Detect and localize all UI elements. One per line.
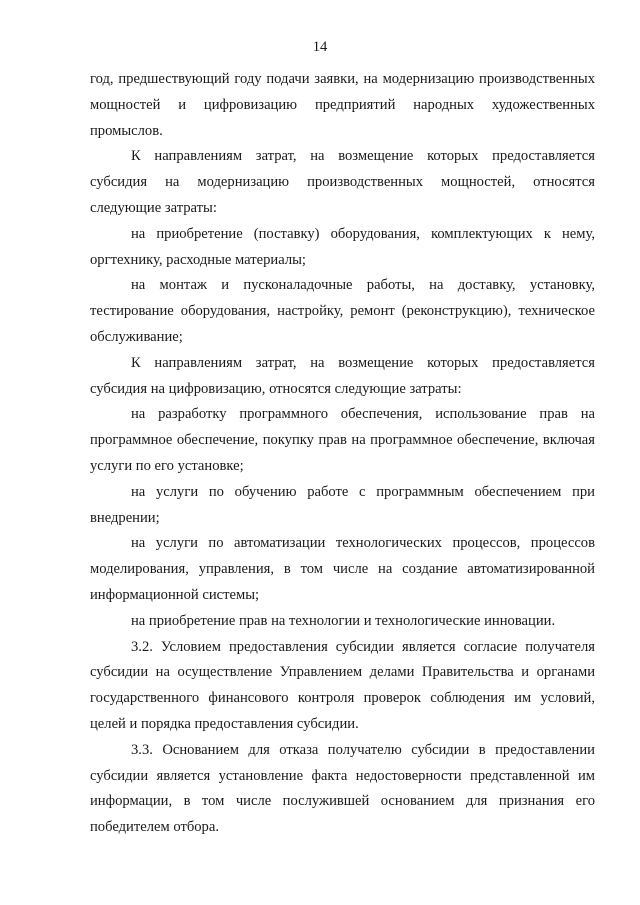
paragraph-equipment-purchase: на приобретение (поставку) оборудования, комплектующих к нему, оргтехнику, расходные материалы; (90, 225, 595, 268)
paragraph-clause-3-2: 3.2. Условием предоставления субсидии является согласие получателя субсидии на осуществление Управлением делами Правительства и органами государственного финансового контроля проверок соблюдения им условий, целей и порядка предоставления субсидии. (90, 638, 595, 732)
paragraph-clause-3-3: 3.3. Основанием для отказа получателю субсидии в предоставлении субсидии является установление факта недостоверности представленной им информации, в том числе послужившей основанием для признания его победителем отбора. (90, 741, 595, 836)
paragraph-software-training: на услуги по обучению работе с программным обеспечением при внедрении; (90, 483, 595, 526)
paragraph-modernization-costs-intro: К направлениям затрат, на возмещение которых предоставляется субсидия на модернизацию производственных мощностей, относятся следующие затраты: (90, 148, 595, 216)
paragraph-software-development: на разработку программного обеспечения, использование прав на программное обеспечение, покупку прав на программное обеспечение, включая услуги по его установке; (90, 406, 595, 474)
paragraph-digitalization-costs-intro: К направлениям затрат, на возмещение которых предоставляется субсидия на цифровизацию, относятся следующие затраты: (90, 354, 595, 397)
paragraph-installation-works: на монтаж и пусконаладочные работы, на доставку, установку, тестирование оборудования, настройку, ремонт (реконструкцию), техническое обслуживание; (90, 277, 595, 345)
page-number: 14 (312, 39, 328, 55)
paragraph-continuation: год, предшествующий году подачи заявки, на модернизацию производственных мощностей и цифровизацию предприятий народных художественных промыслов. (90, 71, 595, 139)
paragraph-process-automation: на услуги по автоматизации технологических процессов, процессов моделирования, управления, в том числе на создание автоматизированной информационной системы; (90, 535, 595, 603)
document-body (90, 67, 595, 841)
paragraph-technology-rights: на приобретение прав на технологии и технологические инновации. (131, 612, 556, 629)
